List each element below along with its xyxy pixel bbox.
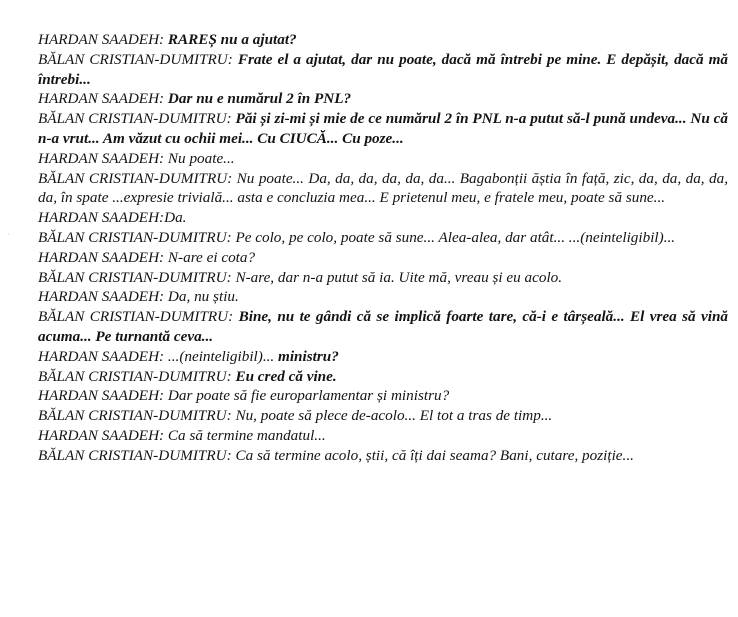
transcript-line	[38, 307, 728, 347]
speaker-name: BĂLAN CRISTIAN-DUMITRU:	[38, 268, 232, 286]
speech-text: ...(neinteligibil)...	[167, 347, 275, 365]
transcript-line	[38, 268, 728, 288]
speaker-name: HARDAN SAADEH:	[38, 149, 165, 167]
transcript-line	[38, 109, 728, 149]
speaker-name: HARDAN SAADEH:	[38, 347, 165, 365]
transcript-line	[38, 347, 728, 367]
speech-text: Nu poate...	[167, 149, 235, 167]
transcript-line	[38, 426, 728, 446]
speech-text: Nu, poate să plece de-acolo... El tot a tras de timp...	[235, 407, 553, 425]
speech-text-bold: Eu cred că vine.	[235, 367, 337, 385]
transcript-line	[38, 89, 728, 109]
speech-text: Dar poate să fie europarlamentar și ministru?	[167, 387, 450, 405]
transcript-line	[38, 446, 728, 466]
speaker-name: HARDAN SAADEH:	[38, 426, 165, 444]
speaker-name: BĂLAN CRISTIAN-DUMITRU:	[38, 308, 234, 326]
speech-text-bold: RAREȘ nu a ajutat?	[167, 31, 297, 48]
transcript-line	[38, 367, 728, 387]
transcript-line	[38, 287, 728, 307]
speech-text-bold: ministru?	[274, 347, 339, 365]
speaker-name: BĂLAN CRISTIAN-DUMITRU:	[38, 446, 232, 464]
margin-mark: ·	[7, 229, 10, 239]
transcript-line	[38, 228, 728, 248]
speech-text-bold: Păi și zi-mi și mie de ce numărul 2 în PNL n-a putut să-l pună undeva... Nu că n-a vrut... Am văzut cu ochii mei... Cu CIUCĂ... Cu poze...	[38, 110, 728, 147]
transcript-line	[38, 30, 728, 50]
transcript-line	[38, 169, 728, 209]
speech-text: N-are ei cota?	[167, 248, 256, 266]
transcript-line	[38, 406, 728, 426]
transcript-line	[38, 50, 728, 90]
speech-text: Da, nu știu.	[167, 288, 239, 306]
speaker-name: BĂLAN CRISTIAN-DUMITRU:	[38, 110, 232, 128]
speaker-name: HARDAN SAADEH:	[38, 90, 165, 108]
speaker-name: HARDAN SAADEH:	[38, 288, 165, 306]
speech-text: Ca să termine acolo, știi, că îți dai seama? Bani, cutare, poziție...	[235, 446, 634, 464]
speaker-name: HARDAN SAADEH:	[38, 387, 165, 405]
transcript-line	[38, 208, 728, 228]
speech-text: Nu poate... Da, da, da, da, da, da... Bagabonții ăștia în față, zic, da, da, da, da, da, în spate ...expresie trivială... asta e concluzia mea... E prietenul meu, e fratele meu, poate să sune...	[38, 169, 728, 207]
speech-text: Ca să termine mandatul...	[167, 426, 326, 444]
speaker-name: BĂLAN CRISTIAN-DUMITRU:	[38, 228, 232, 246]
speech-text-bold: Frate el a ajutat, dar nu poate, dacă mă întrebi pe mine. E depășit, dacă mă întrebi...	[38, 50, 729, 88]
speech-text: Da.	[164, 209, 187, 227]
speaker-name: BĂLAN CRISTIAN-DUMITRU:	[38, 407, 232, 425]
transcript-line	[38, 149, 728, 169]
speech-text: Pe colo, pe colo, poate să sune... Alea-alea, dar atât... ...(neinteligibil)...	[235, 228, 676, 246]
speech-text-bold: Dar nu e numărul 2 în PNL?	[167, 90, 352, 108]
speaker-name: HARDAN SAADEH:	[38, 209, 165, 227]
speaker-name: BĂLAN CRISTIAN-DUMITRU:	[38, 50, 233, 68]
speaker-name: BĂLAN CRISTIAN-DUMITRU:	[38, 367, 232, 385]
speaker-name: BĂLAN CRISTIAN-DUMITRU:	[38, 169, 233, 187]
speech-text-bold: Bine, nu te gândi că se implică foarte tare, că-i e târșeală... El vrea să vină acuma... Pe turnantă ceva...	[38, 308, 729, 345]
transcript-line	[38, 248, 728, 268]
speech-text: N-are, dar n-a putut să ia. Uite mă, vreau și eu acolo.	[235, 268, 563, 286]
speaker-name: HARDAN SAADEH:	[38, 31, 165, 48]
speaker-name: HARDAN SAADEH:	[38, 248, 165, 266]
transcript-line	[38, 386, 728, 406]
transcript	[38, 30, 728, 466]
